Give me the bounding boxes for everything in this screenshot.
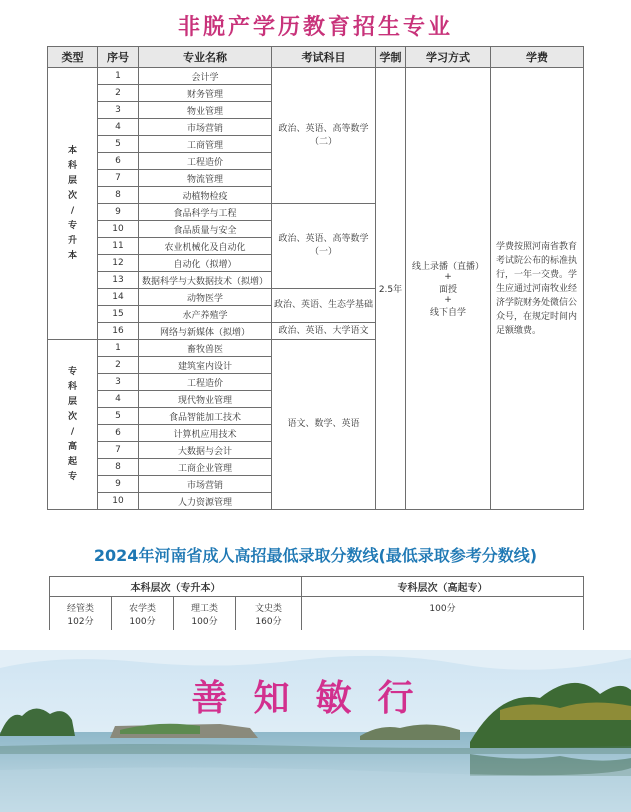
row-number: 11 [98, 238, 139, 255]
scores-zhuanke-header: 专科层次（高起专） [302, 577, 584, 597]
row-number: 4 [98, 119, 139, 136]
row-number: 13 [98, 272, 139, 289]
row-number: 14 [98, 289, 139, 306]
header-major: 专业名称 [139, 47, 272, 68]
row-number: 10 [98, 493, 139, 510]
major-name: 食品智能加工技术 [139, 408, 272, 425]
exam-subjects: 政治、英语、高等数学（二） [272, 68, 376, 204]
header-duration: 学制 [376, 47, 406, 68]
header-fee: 学费 [491, 47, 584, 68]
scores-title: 2024年河南省成人高招最低录取分数线(最低录取参考分数线) [93, 546, 538, 565]
category-zhuanke: 专 科 层 次 / 高 起 专 [48, 340, 98, 510]
row-number: 6 [98, 153, 139, 170]
major-name: 工程造价 [139, 153, 272, 170]
row-number: 5 [98, 136, 139, 153]
row-number: 2 [98, 357, 139, 374]
major-name: 食品科学与工程 [139, 204, 272, 221]
major-name: 食品质量与安全 [139, 221, 272, 238]
motto-text: 善知敏行 [191, 677, 440, 719]
scores-benke-header: 本科层次（专升本） [50, 577, 302, 597]
score-cell-3: 文史类 160分 [236, 597, 302, 631]
major-name: 畜牧兽医 [139, 340, 272, 357]
major-name: 动物医学 [139, 289, 272, 306]
major-name: 物业管理 [139, 102, 272, 119]
major-name: 物流管理 [139, 170, 272, 187]
major-name: 农业机械化及自动化 [139, 238, 272, 255]
row-number: 10 [98, 221, 139, 238]
major-name: 自动化（拟增） [139, 255, 272, 272]
major-name: 动植物检疫 [139, 187, 272, 204]
row-number: 7 [98, 442, 139, 459]
exam-subjects: 政治、英语、大学语文 [272, 323, 376, 340]
major-name: 大数据与会计 [139, 442, 272, 459]
row-number: 7 [98, 170, 139, 187]
row-number: 4 [98, 391, 139, 408]
score-cell-2: 理工类 100分 [174, 597, 236, 631]
row-number: 3 [98, 374, 139, 391]
header-subjects: 考试科目 [272, 47, 376, 68]
major-name: 工商管理 [139, 136, 272, 153]
major-name: 数据科学与大数据技术（拟增） [139, 272, 272, 289]
major-name: 工商企业管理 [139, 459, 272, 476]
table-row [48, 68, 584, 85]
row-number: 5 [98, 408, 139, 425]
row-number: 15 [98, 306, 139, 323]
category-benke: 本 科 层 次 / 专 升 本 [48, 68, 98, 340]
row-number: 1 [98, 68, 139, 85]
header-study-mode: 学习方式 [406, 47, 491, 68]
row-number: 9 [98, 476, 139, 493]
major-table [47, 46, 584, 510]
major-name: 财务管理 [139, 85, 272, 102]
row-number: 8 [98, 187, 139, 204]
score-zhuanke: 100分 [302, 597, 584, 631]
row-number: 16 [98, 323, 139, 340]
study-mode-cell: 线上录播（直播） + 面授 + 线下自学 [406, 68, 491, 510]
score-cell-0: 经管类 102分 [50, 597, 112, 631]
major-name: 市场营销 [139, 119, 272, 136]
fee-note: 学费按照河南省教育考试院公布的标准执行，一年一交费。学生应通过河南牧业经济学院财务处微信公众号，在规定时间内足额缴费。 [491, 68, 584, 510]
major-name: 现代物业管理 [139, 391, 272, 408]
row-number: 6 [98, 425, 139, 442]
major-name: 会计学 [139, 68, 272, 85]
exam-subjects: 语文、数学、英语 [272, 340, 376, 510]
scores-table [49, 576, 584, 630]
row-number: 9 [98, 204, 139, 221]
row-number: 8 [98, 459, 139, 476]
major-name: 人力资源管理 [139, 493, 272, 510]
row-number: 12 [98, 255, 139, 272]
row-number: 1 [98, 340, 139, 357]
major-name: 建筑室内设计 [139, 357, 272, 374]
score-cell-1: 农学类 100分 [112, 597, 174, 631]
page-title: 非脱产学历教育招生专业 [177, 15, 453, 40]
major-name: 水产养殖学 [139, 306, 272, 323]
header-no: 序号 [98, 47, 139, 68]
major-name: 市场营销 [139, 476, 272, 493]
major-name: 计算机应用技术 [139, 425, 272, 442]
table-header-row [48, 47, 584, 68]
major-name: 网络与新媒体（拟增） [139, 323, 272, 340]
exam-subjects: 政治、英语、生态学基础 [272, 289, 376, 323]
major-name: 工程造价 [139, 374, 272, 391]
exam-subjects: 政治、英语、高等数学（一） [272, 204, 376, 289]
row-number: 2 [98, 85, 139, 102]
duration-cell: 2.5年 [376, 68, 406, 510]
header-type: 类型 [48, 47, 98, 68]
row-number: 3 [98, 102, 139, 119]
